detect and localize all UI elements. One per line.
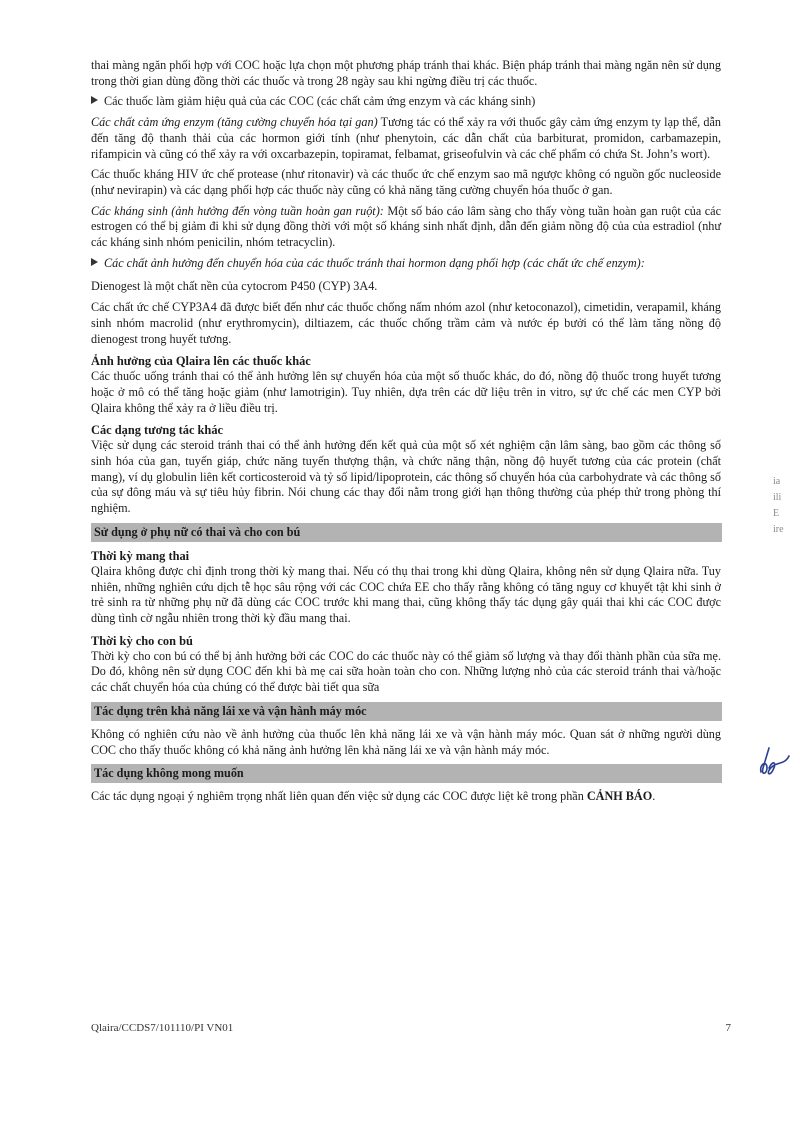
paragraph-text: Tương tác có thể xảy ra với thuốc gây cảm ứng enzym ty lạp thể, dẫn đến tăng độ thanh thải của các hormon giới tính (như phenytoin, các dẫn chất của barbiturat, promidon, carbamazepin, rifampicin và cũng có thể xảy ra với oxcarbazepin, topiramat, felbamat, griseofulvin và các chế phẩm có chứa St. John’s wort).	[91, 115, 722, 161]
bullet-item	[91, 94, 721, 110]
bold-reference: CẢNH BÁO	[586, 789, 653, 804]
paragraph: Các thuốc uống tránh thai có thể ảnh hưởng lên sự chuyển hóa của một số thuốc khác, do đó, nồng độ thuốc trong huyết tương hoặc ở mô có thể tăng hoặc giảm (như lamotrigin). Tuy nhiên, dựa trên các dữ liệu trên in vitro, sự ức chế các men CYP bởi Qlaira không thể xảy ra ở liều điều trị.	[91, 369, 721, 415]
section-bar: Tác dụng trên khả năng lái xe và vận hành máy móc	[91, 702, 722, 721]
paragraph-text: .	[652, 789, 656, 804]
paragraph-text: Các tác dụng ngoại ý nghiêm trọng nhất liên quan đến việc sử dụng các COC được liệt kê trong phần	[91, 789, 587, 804]
page-footer	[91, 1022, 731, 1034]
section-bar: Sử dụng ở phụ nữ có thai và cho con bú	[91, 523, 722, 542]
section-heading: Ảnh hưởng của Qlaira lên các thuốc khác	[91, 354, 311, 369]
bullet-item	[91, 256, 721, 272]
paragraph: Các thuốc kháng HIV ức chế protease (như ritonavir) và các thuốc ức chế enzym sao mã ngược không có nguồn gốc nucleoside (như nevirapin) và các dạng phối hợp các thuốc này cũng có khả năng tăng cường chuyển hóa thuốc ở gan.	[91, 167, 721, 197]
section-heading: Thời kỳ cho con bú	[91, 633, 193, 648]
paragraph-text: Một số báo cáo lâm sàng cho thấy vòng tuần hoàn gan ruột của các estrogen có thể bị giảm đi khi sử dụng đồng thời với một số kháng sinh nhất định, dẫn đến giảm nồng độ của của estradiol (như các kháng sinh nhóm penicilin, nhóm tetracyclin).	[91, 203, 721, 250]
paragraph	[91, 789, 721, 805]
paragraph: Không có nghiên cứu nào về ảnh hưởng của thuốc lên khả năng lái xe và vận hành máy móc. Quan sát ở những người dùng COC cho thấy thuốc không có khả năng ảnh hưởng lên khả năng lái xe và vận hành máy móc.	[91, 726, 721, 757]
section-bar: Tác dụng không mong muốn	[91, 764, 722, 783]
triangle-bullet-icon	[91, 258, 98, 266]
italic-lead: Các kháng sinh (ảnh hưởng đến vòng tuần hoàn gan ruột):	[91, 203, 384, 218]
paragraph: Các chất ức chế CYP3A4 đã được biết đến như các thuốc chống nấm nhóm azol (như ketoconazol), cimetidin, verapamil, kháng sinh nhóm macrolid (như erythromycin), diltiazem, các thuốc chống trầm cảm và nước ép bưởi có thể làm tăng nồng độ dienogest trong huyết tương.	[91, 300, 721, 346]
paragraph: Việc sử dụng các steroid tránh thai có thể ảnh hưởng đến kết quả của một số xét nghiệm cận lâm sàng, bao gồm các thông số sinh hóa của gan, tuyến giáp, chức năng tuyến thượng thận, và chức năng thận, nồng độ huyết tương của các protein (chất mang), ví dụ globulin liên kết corticosteroid và tỷ số lipid/lipoprotein, các thông số chuyển hóa của carbohydrate và các thông số của sự đông máu và sự tiêu hủy fibrin. Nói chung các thay đổi nằm trong giới hạn thông thường của phép thử trong phòng thí nghiệm.	[91, 438, 721, 516]
handwritten-initials-icon	[755, 742, 795, 782]
margin-mark: ire	[773, 524, 784, 535]
paragraph: Qlaira không được chỉ định trong thời kỳ mang thai. Nếu có thụ thai trong khi dùng Qlaira, không nên sử dụng Qlaira nữa. Tuy nhiên, những nghiên cứu dịch tễ học sâu rộng với các COC chứa EE cho thấy rằng không có tăng nguy cơ khuyết tật khi sinh ở trẻ sinh ra từ những phụ nữ đã dùng các COC trước khi mang thai, cũng không thấy tác dụng gây quái thai khi các COC được dùng tình cờ ngẫu nhiên trong thời kỳ đầu mang thai.	[91, 563, 721, 625]
margin-marks	[773, 474, 784, 538]
bullet-text: Các thuốc làm giảm hiệu quả của các COC (các chất cảm ứng enzym và các kháng sinh)	[104, 94, 536, 109]
paragraph: Thời kỳ cho con bú có thể bị ảnh hưởng bởi các COC do các thuốc này có thể giảm số lượng và thay đổi thành phần của sữa mẹ. Do đó, không nên sử dụng COC đến khi bà mẹ cai sữa hoàn toàn cho con. Những lượng nhỏ của các steroid tránh thai và/hoặc các chất chuyển hóa của chúng có thể được bài tiết qua sữa	[91, 648, 721, 695]
page-number: 7	[725, 1022, 731, 1034]
section-heading: Các dạng tương tác khác	[91, 423, 224, 438]
paragraph: thai màng ngăn phối hợp với COC hoặc lựa chọn một phương pháp tránh thai khác. Biện pháp tránh thai màng ngăn nên sử dụng trong thời gian dùng đồng thời các thuốc và trong 28 ngày sau khi ngừng điều trị các thuốc.	[91, 58, 721, 88]
paragraph	[91, 204, 721, 251]
section-heading: Thời kỳ mang thai	[91, 548, 190, 563]
bullet-text: Các chất ảnh hưởng đến chuyển hóa của các thuốc tránh thai hormon dạng phối hợp (các chất ức chế enzym):	[104, 255, 645, 270]
document-code: Qlaira/CCDS7/101110/PI VN01	[91, 1022, 234, 1034]
document-body	[91, 58, 721, 805]
margin-mark: ia	[773, 476, 781, 487]
margin-mark: E	[773, 508, 780, 519]
margin-mark: ili	[773, 492, 782, 503]
triangle-bullet-icon	[91, 96, 98, 104]
italic-lead: Các chất cảm ứng enzym (tăng cường chuyển hóa tại gan)	[91, 115, 378, 130]
paragraph: Dienogest là một chất nền của cytocrom P450 (CYP) 3A4.	[91, 279, 378, 294]
paragraph	[91, 115, 721, 162]
